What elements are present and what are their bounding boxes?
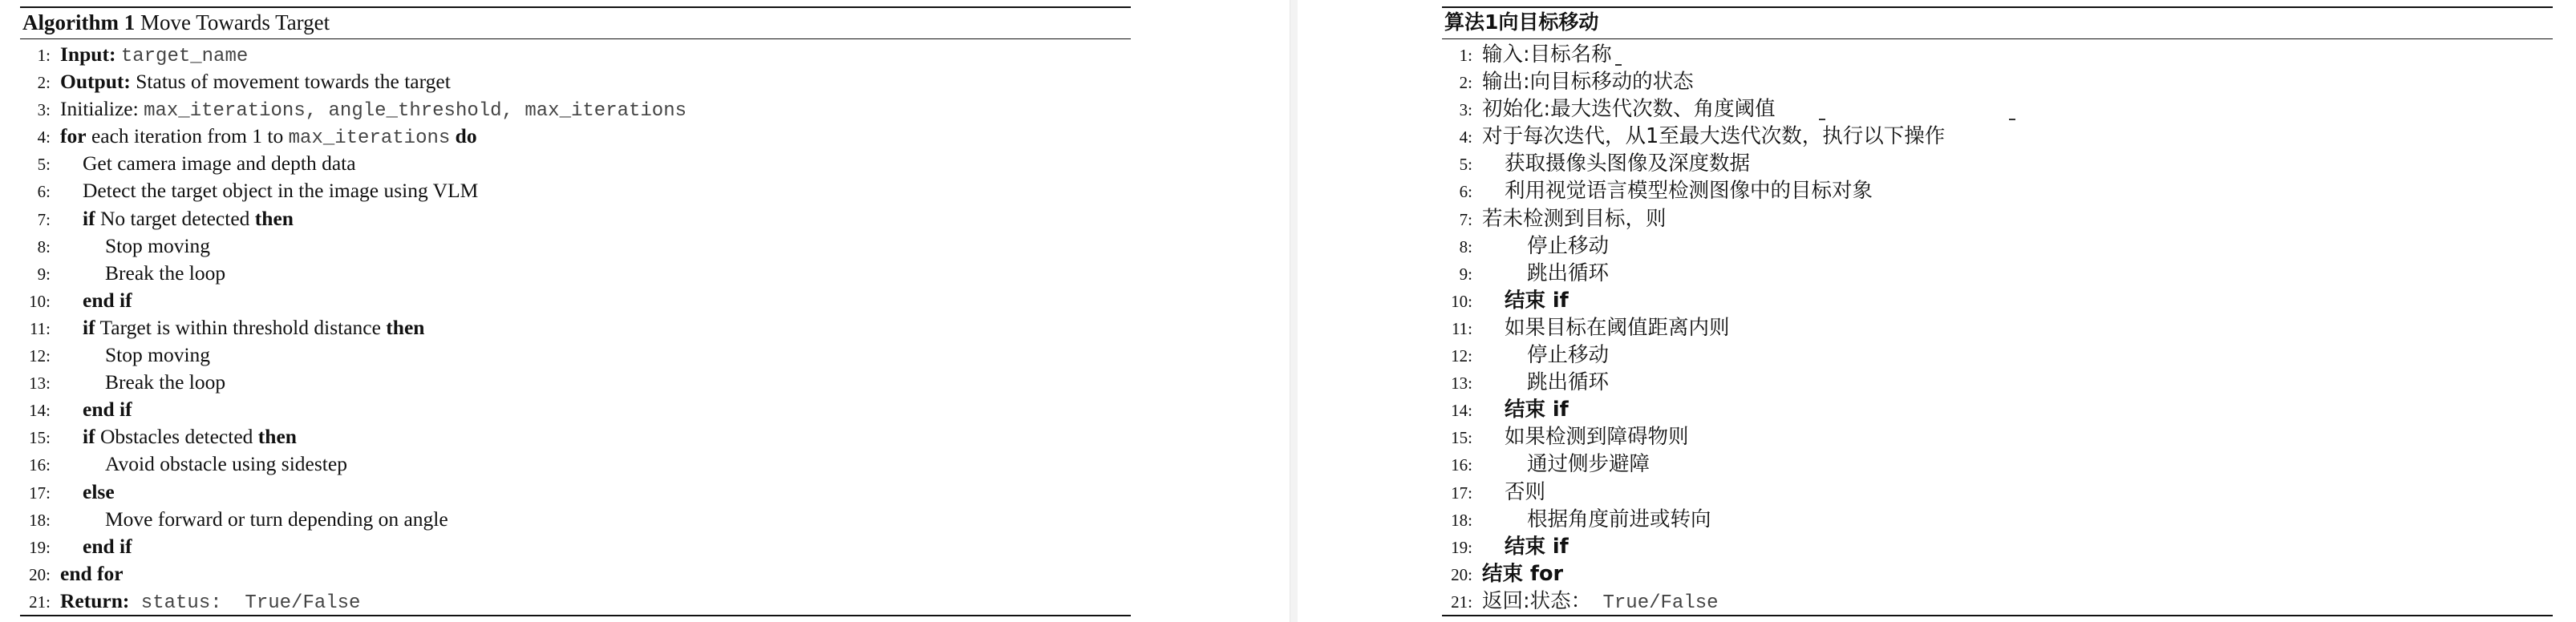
keyword: do (450, 124, 477, 148)
line-text: each iteration from 1 to (86, 124, 289, 148)
keyword: else (83, 479, 115, 503)
algo-line-17 (20, 479, 1131, 506)
algo-line-17 (1442, 479, 2553, 506)
line-number: 2: (1459, 73, 1472, 93)
line-number: 9: (37, 264, 51, 284)
algorithm-caption: 算法1向目标移动 (1444, 10, 1599, 34)
line-number: 17: (1451, 483, 1472, 503)
line-text: 利用视觉语言模型检测图像中的目标对象 (1505, 179, 1873, 204)
line-number: 1: (37, 46, 51, 65)
algo-line-8 (20, 232, 1131, 260)
line-text: 跳出循环 (1527, 370, 1610, 395)
line-number: 8: (1459, 236, 1472, 256)
algo-line-15 (20, 423, 1131, 450)
right-panel (1298, 0, 2576, 622)
algorithm-lines (1442, 39, 2553, 615)
line-number: 10: (29, 291, 51, 311)
algo-line-5 (20, 150, 1131, 177)
line-number: 4: (37, 127, 51, 147)
line-text: 通过侧步避障 (1527, 452, 1651, 477)
code-text: status: True/False (129, 592, 361, 614)
keyword: if (83, 425, 95, 449)
line-text: Target is within threshold distance (95, 315, 387, 339)
keyword: then (386, 315, 425, 339)
algo-line-11 (1442, 314, 2553, 341)
line-number: 21: (1451, 592, 1472, 612)
bottom-rule (20, 615, 1131, 616)
code-text: target_name (120, 46, 249, 67)
line-number: 18: (29, 510, 51, 530)
line-text: 结束 if (1505, 534, 1569, 559)
line-text: Break the loop (105, 261, 226, 285)
line-number: 7: (1459, 209, 1472, 229)
algo-line-6 (1442, 177, 2553, 204)
line-number: 9: (1459, 264, 1472, 284)
line-text: 停止移动 (1527, 343, 1610, 368)
line-text: Break the loop (105, 370, 226, 394)
line-number: 10: (1451, 291, 1472, 311)
line-text: Stop moving (105, 343, 211, 367)
line-number: 14: (1451, 401, 1472, 421)
line-number: 14: (29, 401, 51, 421)
line-text: Get camera image and depth data (83, 151, 356, 176)
algo-line-14 (1442, 396, 2553, 423)
line-number: 13: (1451, 374, 1472, 394)
line-number: 16: (29, 455, 51, 475)
algo-line-2 (20, 68, 1131, 95)
line-number: 11: (1451, 318, 1472, 338)
line-number: 6: (37, 182, 51, 202)
line-text: Detect the target object in the image using VLM (83, 179, 479, 203)
line-number: 15: (29, 428, 51, 448)
line-text: 初始化:最大迭代次数、角度阈值 (1482, 97, 1776, 122)
algo-line-9 (1442, 260, 2553, 287)
algorithm-caption (20, 8, 1131, 38)
keyword: end if (83, 398, 132, 422)
underscore-mark (1819, 119, 1825, 120)
line-number: 17: (29, 483, 51, 503)
line-number: 18: (1451, 510, 1472, 530)
line-number: 19: (1451, 537, 1472, 557)
algo-line-16 (20, 450, 1131, 478)
code-text: max_iterations (288, 127, 451, 150)
line-number: 20: (1451, 564, 1472, 584)
algo-line-9 (20, 260, 1131, 287)
line-number: 20: (29, 564, 51, 584)
line-text: 结束 for (1482, 561, 1564, 586)
algo-line-21 (1442, 588, 2553, 615)
algorithm-title: Move Towards Target (140, 10, 330, 34)
keyword: if (83, 206, 95, 230)
line-text: 如果目标在阈值距离内则 (1505, 315, 1730, 340)
line-number: 13: (29, 374, 51, 394)
keyword: end if (83, 534, 132, 558)
algo-line-4 (20, 123, 1131, 150)
algo-line-19 (20, 533, 1131, 560)
algo-line-1 (1442, 41, 2553, 68)
algo-line-5 (1442, 150, 2553, 177)
line-text: 结束 if (1505, 288, 1569, 313)
line-number: 5: (1459, 155, 1472, 175)
line-text: Avoid obstacle using sidestep (105, 452, 347, 476)
line-number: 12: (1451, 346, 1472, 366)
line-text: 获取摄像头图像及深度数据 (1505, 151, 1751, 176)
underscore-mark (1615, 64, 1622, 66)
keyword: then (254, 206, 294, 230)
line-number: 19: (29, 537, 51, 557)
algo-line-8 (1442, 232, 2553, 260)
keyword: for (60, 124, 87, 148)
line-text: 若未检测到目标，则 (1482, 206, 1667, 231)
keyword: end if (83, 288, 132, 312)
algo-line-18 (20, 506, 1131, 533)
line-number: 5: (37, 155, 51, 175)
algo-line-14 (20, 396, 1131, 423)
algo-line-20 (1442, 560, 2553, 588)
line-text: 否则 (1505, 479, 1546, 504)
algo-line-21 (20, 588, 1131, 615)
algo-line-12 (20, 341, 1131, 369)
algo-line-2 (1442, 68, 2553, 95)
line-text: 结束 if (1505, 398, 1569, 422)
algo-line-11 (20, 314, 1131, 341)
algo-line-4 (1442, 123, 2553, 150)
line-text: 对于每次迭代，从1至最大迭代次数，执行以下操作 (1482, 124, 1946, 149)
algo-line-20 (20, 560, 1131, 588)
bottom-rule (1442, 615, 2553, 616)
line-number: 11: (29, 318, 51, 338)
algo-line-1 (20, 41, 1131, 68)
line-text: 输入:目标名称 (1482, 42, 1612, 67)
algo-line-10 (1442, 287, 2553, 314)
line-number: 3: (1459, 100, 1472, 120)
line-number: 21: (29, 592, 51, 612)
line-number: 7: (37, 209, 51, 229)
code-text: max_iterations, angle_threshold, max_iterations (144, 100, 687, 123)
line-text: 跳出循环 (1527, 261, 1610, 285)
algo-line-15 (1442, 423, 2553, 450)
line-text: 输出:向目标移动的状态 (1482, 70, 1694, 95)
keyword: then (257, 425, 297, 449)
algorithm-block-chinese (1442, 6, 2553, 616)
keyword: end for (60, 561, 124, 585)
line-text: Stop moving (105, 233, 211, 257)
line-number: 12: (29, 346, 51, 366)
keyword: Output: (60, 70, 131, 94)
line-number: 2: (37, 73, 51, 93)
line-text: No target detected (95, 206, 255, 230)
underscore-mark (2009, 119, 2015, 120)
algorithm-lines (20, 39, 1131, 615)
algorithm-block-english (20, 6, 1131, 616)
line-text: Status of movement towards the target (130, 70, 451, 94)
algo-line-19 (1442, 533, 2553, 560)
algo-line-7 (20, 205, 1131, 232)
keyword: Input: (60, 42, 116, 66)
line-number: 15: (1451, 428, 1472, 448)
line-text: 根据角度前进或转向 (1527, 507, 1711, 531)
algo-line-13 (1442, 369, 2553, 396)
algo-line-16 (1442, 450, 2553, 478)
line-text: 返回:状态： (1482, 588, 1592, 613)
algo-line-7 (1442, 205, 2553, 232)
algo-line-3 (1442, 95, 2553, 123)
algorithm-number: Algorithm 1 (22, 10, 136, 34)
algo-line-6 (20, 177, 1131, 204)
line-number: 1: (1459, 46, 1472, 65)
code-text: True/False (1591, 592, 1719, 614)
algo-line-13 (20, 369, 1131, 396)
line-number: 3: (37, 100, 51, 120)
line-text: 停止移动 (1527, 233, 1610, 258)
line-number: 4: (1459, 127, 1472, 147)
line-text: Initialize: (60, 97, 144, 121)
algo-line-18 (1442, 506, 2553, 533)
line-text: Move forward or turn depending on angle (105, 507, 448, 531)
keyword: if (83, 315, 95, 339)
algo-line-10 (20, 287, 1131, 314)
line-number: 6: (1459, 182, 1472, 202)
line-number: 8: (37, 236, 51, 256)
algo-line-12 (1442, 341, 2553, 369)
line-text: 如果检测到障碍物则 (1505, 425, 1689, 450)
line-number: 16: (1451, 455, 1472, 475)
algo-line-3 (20, 95, 1131, 123)
line-text: Obstacles detected (95, 425, 258, 449)
keyword: Return: (60, 588, 130, 612)
